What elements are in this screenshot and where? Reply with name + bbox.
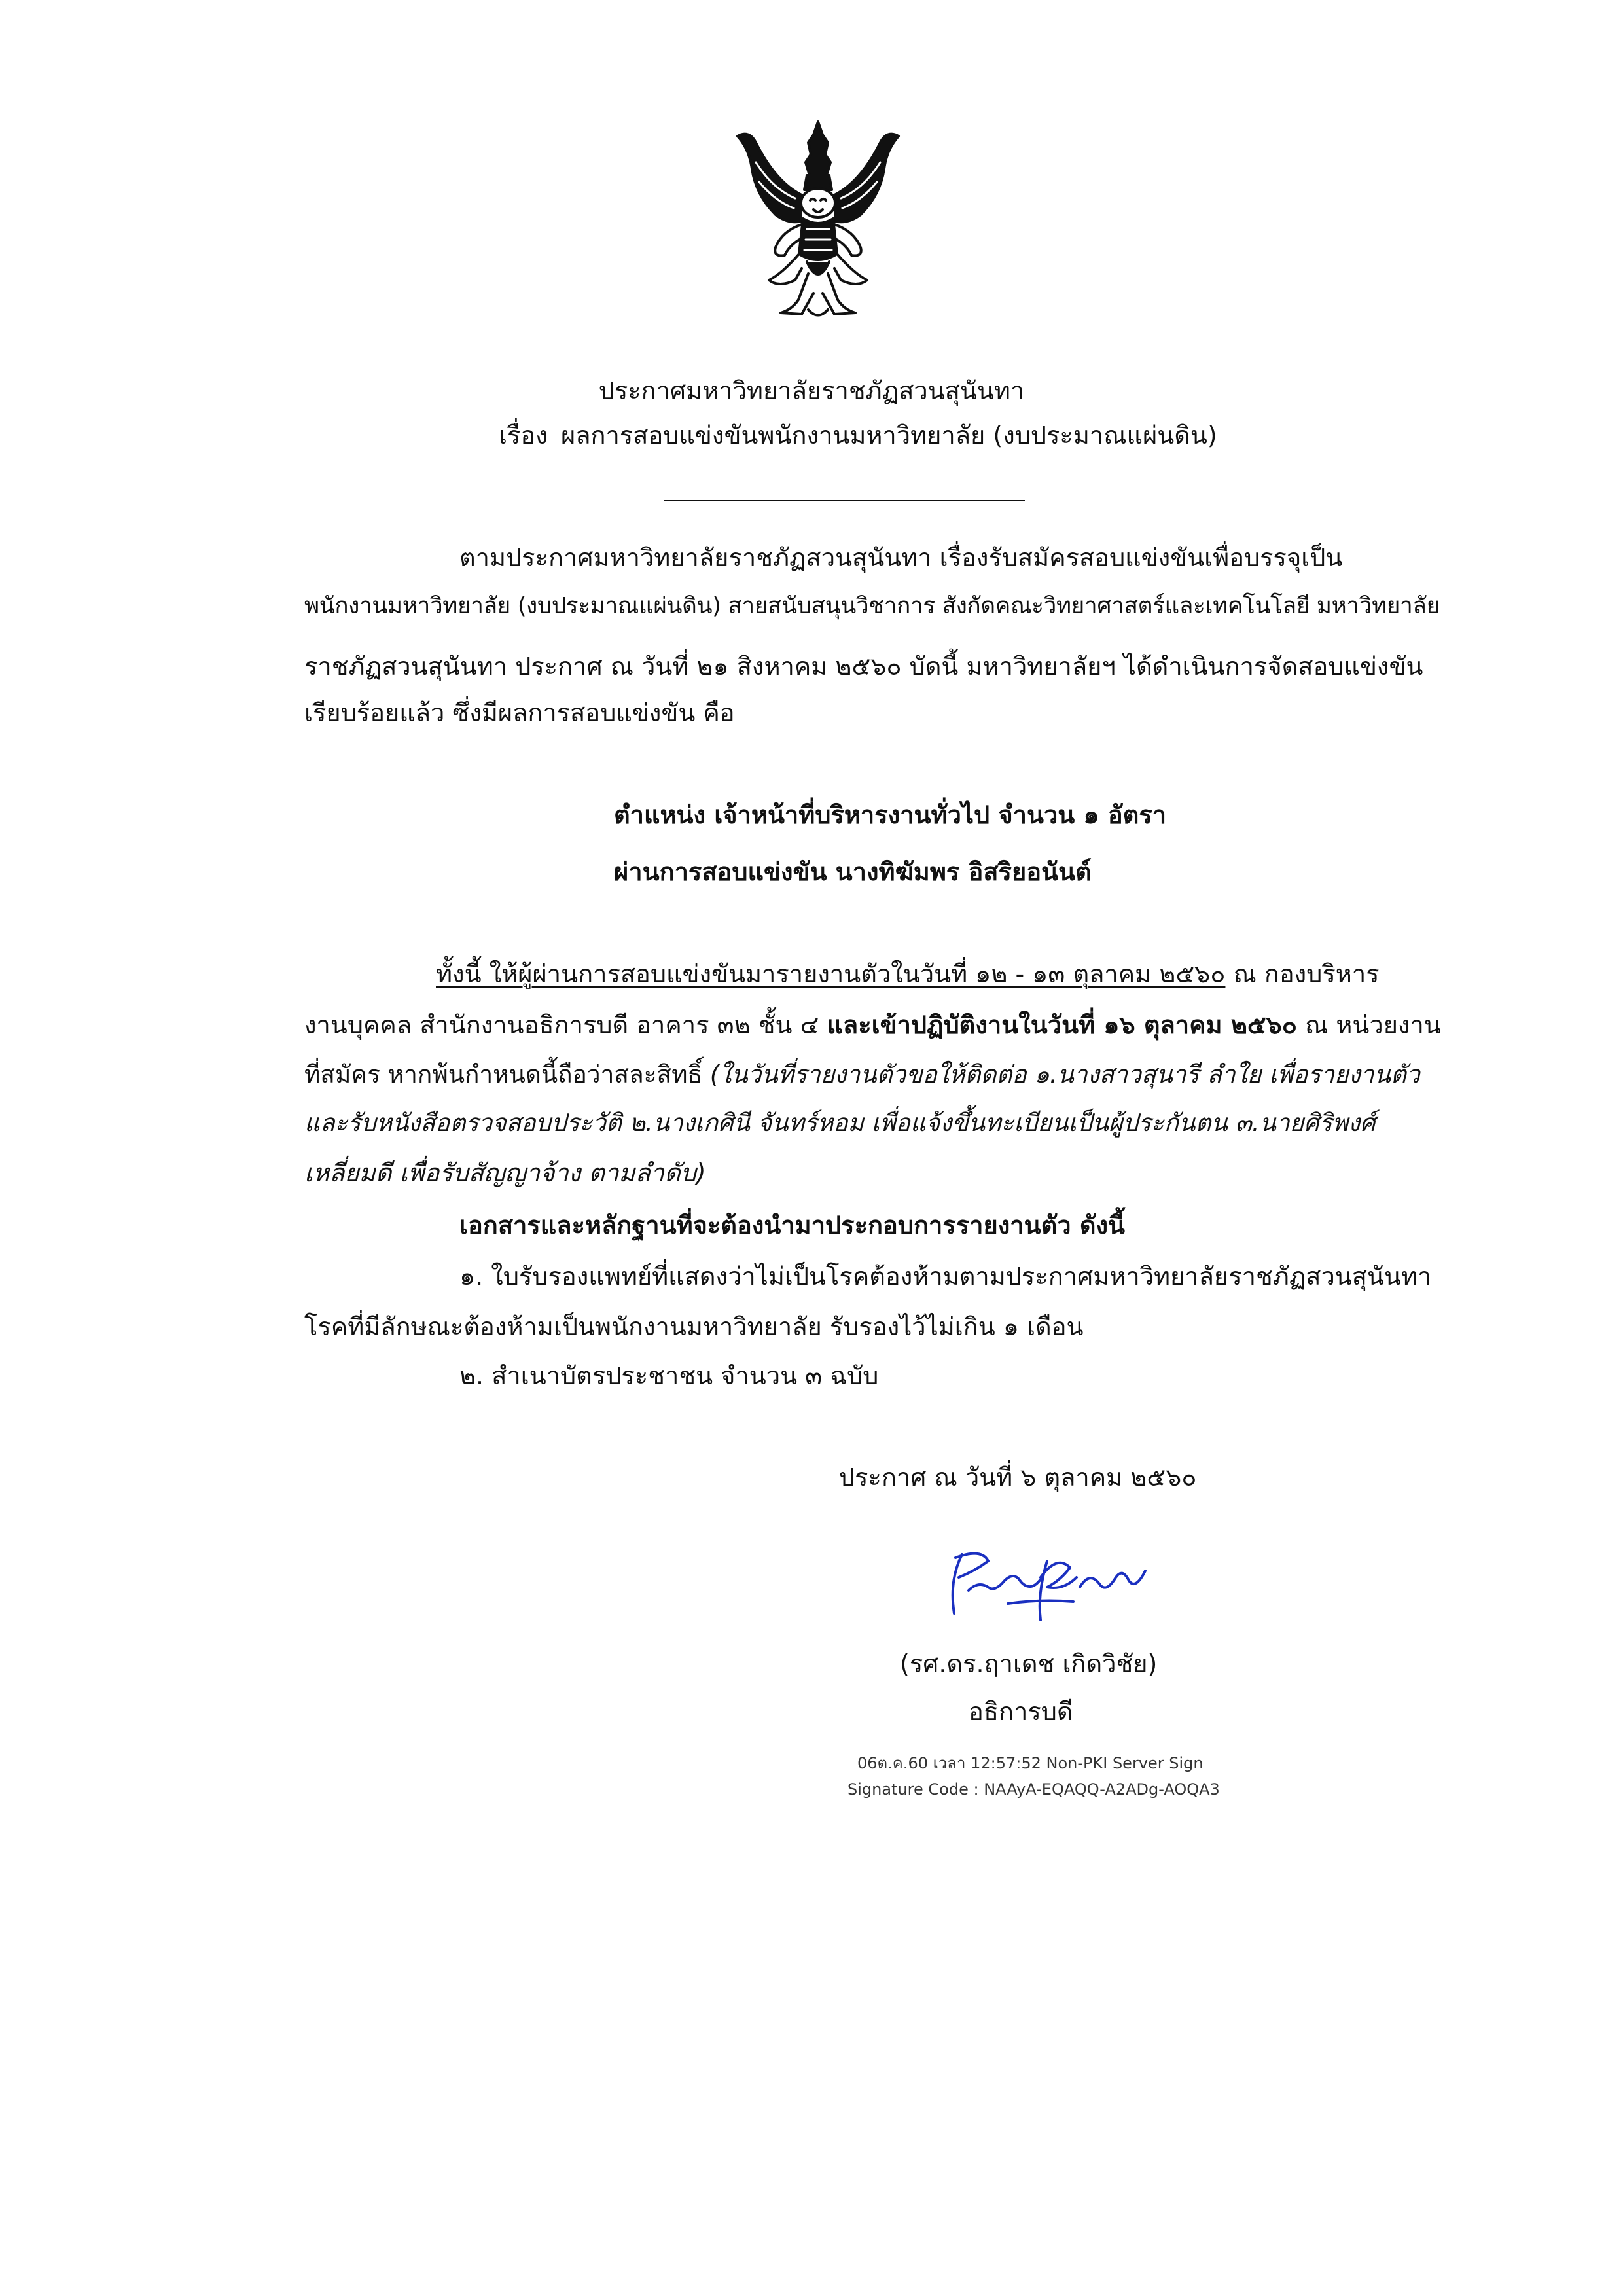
handwritten-signature-icon: [942, 1541, 1158, 1626]
signer-title: อธิการบดี: [969, 1697, 1073, 1726]
report-line-1-rest: ณ กองบริหาร: [1225, 960, 1380, 988]
document-subject: [499, 421, 1217, 451]
intro-line-4: เรียบร้อยแล้ว ซึ่งมีผลการสอบแข่งขัน คือ: [304, 698, 735, 727]
intro-line-1: ตามประกาศมหาวิทยาลัยราชภัฏสวนสุนันทา เรื่องรับสมัครสอบแข่งขันเพื่อบรรจุเป็น: [459, 543, 1343, 572]
report-line-4: และรับหนังสือตรวจสอบประวัติ ๒.นางเกศินี จันทร์หอม เพื่อแจ้งขึ้นทะเบียนเป็นผู้ประกันตน ๓.นายศิริพงศ์: [304, 1109, 1376, 1137]
intro-line-2: พนักงานมหาวิทยาลัย (งบประมาณแผ่นดิน) สายสนับสนุนวิชาการ สังกัดคณะวิทยาศาสตร์และเทคโนโลยี มหาวิทยาลัย: [304, 593, 1440, 619]
report-line-2: [304, 1011, 1441, 1041]
announcement-date: ประกาศ ณ วันที่ ๖ ตุลาคม ๒๕๖๐: [839, 1463, 1197, 1492]
document-item-1-line-2: โรคที่มีลักษณะต้องห้ามเป็นพนักงานมหาวิทยาลัย รับรองไว้ไม่เกิน ๑ เดือน: [304, 1312, 1084, 1341]
title-divider: [664, 500, 1025, 501]
report-date-underlined: ทั้งนี้ ให้ผู้ผ่านการสอบแข่งขันมารายงานตัวในวันที่ ๑๒ - ๑๓ ตุลาคม ๒๕๖๐: [436, 960, 1226, 988]
documents-heading: เอกสารและหลักฐานที่จะต้องนำมาประกอบการรายงานตัว ดังนี้: [459, 1211, 1126, 1240]
document-item-1-line-1: ๑. ใบรับรองแพทย์ที่แสดงว่าไม่เป็นโรคต้องห้ามตามประกาศมหาวิทยาลัยราชภัฏสวนสุนันทา: [459, 1262, 1432, 1291]
document-item-2: ๒. สำเนาบัตรประชาชน จำนวน ๓ ฉบับ: [459, 1361, 879, 1390]
garuda-emblem-icon: [730, 117, 906, 323]
report-line-1: [436, 960, 1380, 990]
subject-text: ผลการสอบแข่งขันพนักงานมหาวิทยาลัย (งบประมาณแผ่นดิน): [561, 421, 1217, 450]
intro-line-3: ราชภัฏสวนสุนันทา ประกาศ ณ วันที่ ๒๑ สิงหาคม ๒๕๖๐ บัดนี้ มหาวิทยาลัยฯ ได้ดำเนินการจัดสอบแข่งขัน: [304, 652, 1423, 681]
report-line-3: [304, 1060, 1420, 1089]
subject-label: เรื่อง: [499, 421, 548, 450]
document-title: ประกาศมหาวิทยาลัยราชภัฏสวนสุนันทา: [598, 376, 1025, 405]
passed-candidate-line: ผ่านการสอบแข่งขัน นางทิฆัมพร อิสริยอนันต์: [614, 857, 1092, 886]
start-work-date: และเข้าปฏิบัติงานในวันที่ ๑๖ ตุลาคม ๒๕๖๐: [827, 1011, 1297, 1039]
position-line: ตำแหน่ง เจ้าหน้าที่บริหารงานทั่วไป จำนวน ๑ อัตรา: [614, 800, 1167, 829]
digital-sign-timestamp: 06ต.ค.60 เวลา 12:57:52 Non-PKI Server Sign: [857, 1754, 1204, 1772]
report-line-3-italic: (ในวันที่รายงานตัวขอให้ติดต่อ ๑.นางสาวสุนารี ลำใย เพื่อรายงานตัว: [709, 1060, 1420, 1088]
signer-name: (รศ.ดร.ฤาเดช เกิดวิชัย): [900, 1649, 1158, 1678]
report-line-2-start: งานบุคคล สำนักงานอธิการบดี อาคาร ๓๒ ชั้น ๔: [304, 1011, 827, 1039]
report-line-5: เหลี่ยมดี เพื่อรับสัญญาจ้าง ตามลำดับ): [304, 1158, 706, 1187]
signature-code: Signature Code : NAAyA-EQAQQ-A2ADg-AOQA3: [847, 1780, 1220, 1799]
report-line-2-end: ณ หน่วยงาน: [1296, 1011, 1441, 1039]
report-line-3-start: ที่สมัคร หากพ้นกำหนดนี้ถือว่าสละสิทธิ์: [304, 1060, 710, 1088]
